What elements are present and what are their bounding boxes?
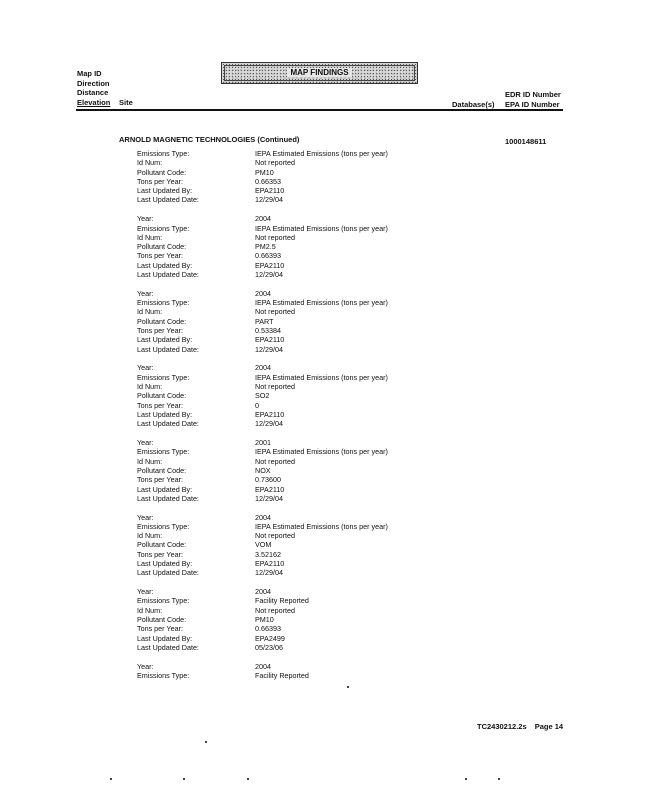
record-row [137, 587, 388, 596]
field-label: Id Num: [137, 531, 163, 541]
record-row [137, 410, 388, 419]
field-value: 12/29/04 [255, 344, 283, 354]
emissions-record [137, 149, 388, 205]
field-value: EPA2110 [255, 484, 285, 494]
database-column-label: Database(s) [452, 100, 495, 109]
record-row [137, 475, 388, 484]
field-value: 05/23/06 [255, 642, 283, 652]
field-value: SO2 [255, 391, 270, 401]
field-value: 2004 [255, 288, 271, 298]
emissions-record [137, 587, 388, 652]
field-label: Tons per Year: [137, 549, 183, 559]
site-name: ARNOLD MAGNETIC TECHNOLOGIES (Continued) [119, 135, 300, 144]
record-row [137, 457, 388, 466]
page-footer [477, 722, 563, 731]
scan-speck [205, 741, 207, 743]
field-value: PM10 [255, 167, 274, 177]
record-row [137, 401, 388, 410]
id-column-labels [505, 90, 561, 109]
field-label: Tons per Year: [137, 400, 183, 410]
field-value: 12/29/04 [255, 568, 283, 578]
record-row [137, 513, 388, 522]
field-value: 2004 [255, 512, 271, 522]
field-value: IEPA Estimated Emissions (tons per year) [255, 298, 388, 308]
field-value: 0.53384 [255, 326, 281, 336]
emissions-record [137, 438, 388, 503]
field-label: Tons per Year: [137, 251, 183, 261]
field-label: Pollutant Code: [137, 391, 187, 401]
field-label: Id Num: [137, 307, 163, 317]
scan-speck [247, 778, 249, 780]
field-value: Not reported [255, 456, 295, 466]
field-value: Not reported [255, 382, 295, 392]
record-row [137, 251, 388, 260]
field-value: Not reported [255, 531, 295, 541]
record-row [137, 242, 388, 251]
record-row [137, 289, 388, 298]
record-row [137, 596, 388, 605]
scan-speck [465, 778, 467, 780]
field-label: Tons per Year: [137, 176, 183, 186]
emissions-record [137, 214, 388, 279]
record-row [137, 298, 388, 307]
header-column-labels [77, 69, 110, 107]
record-row [137, 195, 388, 204]
field-label: Last Updated Date: [137, 642, 199, 652]
field-value: EPA2110 [255, 335, 285, 345]
record-row [137, 373, 388, 382]
field-value: Not reported [255, 232, 295, 242]
scan-speck [183, 778, 185, 780]
page-number: Page 14 [534, 722, 564, 731]
record-row [137, 149, 388, 158]
site-column-label: Site [119, 98, 133, 107]
field-value: 0.66393 [255, 624, 281, 634]
scan-speck [498, 778, 500, 780]
emissions-record [137, 363, 388, 428]
record-row [137, 568, 388, 577]
record-row [137, 224, 388, 233]
document-id: TC2430212.2s [477, 722, 527, 731]
field-value: EPA2110 [255, 409, 285, 419]
record-row [137, 494, 388, 503]
field-label: Year: [137, 512, 154, 522]
record-row [137, 391, 388, 400]
emissions-records [137, 149, 388, 690]
field-label: Id Num: [137, 456, 163, 466]
field-label: Pollutant Code: [137, 465, 187, 475]
record-row [137, 485, 388, 494]
record-row [137, 531, 388, 540]
field-value: NOX [255, 465, 271, 475]
field-value: Not reported [255, 605, 295, 615]
field-value: 12/29/04 [255, 419, 283, 429]
record-row [137, 158, 388, 167]
record-row [137, 419, 388, 428]
record-row [137, 363, 388, 372]
record-row [137, 214, 388, 223]
field-value: Facility Reported [255, 671, 309, 681]
record-row [137, 550, 388, 559]
record-row [137, 662, 388, 671]
record-row [137, 615, 388, 624]
field-value: 12/29/04 [255, 493, 283, 503]
field-label: Emissions Type: [137, 596, 190, 606]
record-row [137, 382, 388, 391]
field-label: Emissions Type: [137, 372, 190, 382]
field-label: Last Updated By: [137, 260, 193, 270]
field-label: Last Updated By: [137, 633, 193, 643]
field-label: Tons per Year: [137, 326, 183, 336]
field-label: Emissions Type: [137, 298, 190, 308]
field-label: Year: [137, 214, 154, 224]
field-label: Pollutant Code: [137, 540, 187, 550]
edr-id-number: 1000148611 [505, 137, 547, 146]
field-value: EPA2110 [255, 559, 285, 569]
field-label: Last Updated By: [137, 409, 193, 419]
record-row [137, 559, 388, 568]
field-value: PM10 [255, 615, 274, 625]
field-value: IEPA Estimated Emissions (tons per year) [255, 521, 388, 531]
field-label: Emissions Type: [137, 521, 190, 531]
record-row [137, 168, 388, 177]
record-row [137, 634, 388, 643]
record-row [137, 624, 388, 633]
direction-label: Direction [77, 78, 110, 88]
record-row [137, 317, 388, 326]
field-value: 0.73600 [255, 475, 281, 485]
field-value: 2001 [255, 438, 271, 448]
field-label: Year: [137, 661, 154, 671]
field-value: IEPA Estimated Emissions (tons per year) [255, 372, 388, 382]
field-label: Last Updated Date: [137, 195, 199, 205]
elevation-label: Elevation [77, 97, 111, 107]
field-label: Id Num: [137, 158, 163, 168]
field-label: Last Updated By: [137, 186, 193, 196]
record-row [137, 345, 388, 354]
record-row [137, 447, 388, 456]
field-value: Facility Reported [255, 596, 309, 606]
field-label: Pollutant Code: [137, 615, 187, 625]
emissions-record [137, 289, 388, 354]
record-row [137, 606, 388, 615]
emissions-record [137, 513, 388, 578]
record-row [137, 522, 388, 531]
map-id-label: Map ID [77, 69, 102, 78]
field-label: Last Updated Date: [137, 568, 199, 578]
emissions-record [137, 662, 388, 681]
field-label: Last Updated Date: [137, 493, 199, 503]
field-value: 3.52162 [255, 549, 281, 559]
field-label: Year: [137, 363, 154, 373]
field-value: EPA2110 [255, 260, 285, 270]
record-row [137, 335, 388, 344]
field-value: VOM [255, 540, 272, 550]
field-label: Year: [137, 587, 154, 597]
field-label: Pollutant Code: [137, 167, 187, 177]
field-value: 12/29/04 [255, 195, 283, 205]
distance-label: Distance [77, 88, 109, 98]
record-row [137, 261, 388, 270]
scan-speck [347, 686, 349, 688]
field-label: Id Num: [137, 232, 163, 242]
field-label: Year: [137, 438, 154, 448]
field-label: Last Updated Date: [137, 270, 199, 280]
record-row [137, 177, 388, 186]
record-row [137, 671, 388, 680]
banner-title: MAP FINDINGS [222, 68, 417, 77]
field-label: Last Updated By: [137, 559, 193, 569]
record-row [137, 326, 388, 335]
field-value: Not reported [255, 158, 295, 168]
edr-id-label: EDR ID Number [505, 90, 561, 99]
field-value: EPA2110 [255, 186, 285, 196]
record-row [137, 438, 388, 447]
field-value: 12/29/04 [255, 270, 283, 280]
record-row [137, 307, 388, 316]
field-value: PART [255, 316, 274, 326]
field-label: Pollutant Code: [137, 242, 187, 252]
field-value: 0.66353 [255, 176, 281, 186]
field-label: Pollutant Code: [137, 316, 187, 326]
scan-speck [110, 778, 112, 780]
record-row [137, 466, 388, 475]
record-row [137, 540, 388, 549]
record-row [137, 270, 388, 279]
field-value: PM2.5 [255, 242, 276, 252]
epa-id-label: EPA ID Number [505, 99, 560, 109]
field-value: IEPA Estimated Emissions (tons per year) [255, 447, 388, 457]
field-label: Last Updated By: [137, 335, 193, 345]
field-label: Last Updated Date: [137, 419, 199, 429]
field-label: Id Num: [137, 382, 163, 392]
field-label: Tons per Year: [137, 475, 183, 485]
field-label: Emissions Type: [137, 671, 190, 681]
field-value: Not reported [255, 307, 295, 317]
field-value: 2004 [255, 363, 271, 373]
field-value: 0 [255, 400, 259, 410]
field-value: 2004 [255, 587, 271, 597]
field-label: Emissions Type: [137, 149, 190, 158]
record-row [137, 186, 388, 195]
field-label: Last Updated Date: [137, 344, 199, 354]
field-label: Year: [137, 288, 154, 298]
map-findings-banner [221, 62, 418, 84]
field-value: 2004 [255, 661, 271, 671]
field-label: Emissions Type: [137, 223, 190, 233]
field-value: 0.66393 [255, 251, 281, 261]
field-value: EPA2499 [255, 633, 285, 643]
field-label: Id Num: [137, 605, 163, 615]
field-label: Emissions Type: [137, 447, 190, 457]
record-row [137, 643, 388, 652]
field-label: Last Updated By: [137, 484, 193, 494]
field-value: IEPA Estimated Emissions (tons per year) [255, 149, 388, 158]
field-label: Tons per Year: [137, 624, 183, 634]
record-row [137, 233, 388, 242]
header-rule [76, 109, 563, 111]
field-value: IEPA Estimated Emissions (tons per year) [255, 223, 388, 233]
field-value: 2004 [255, 214, 271, 224]
